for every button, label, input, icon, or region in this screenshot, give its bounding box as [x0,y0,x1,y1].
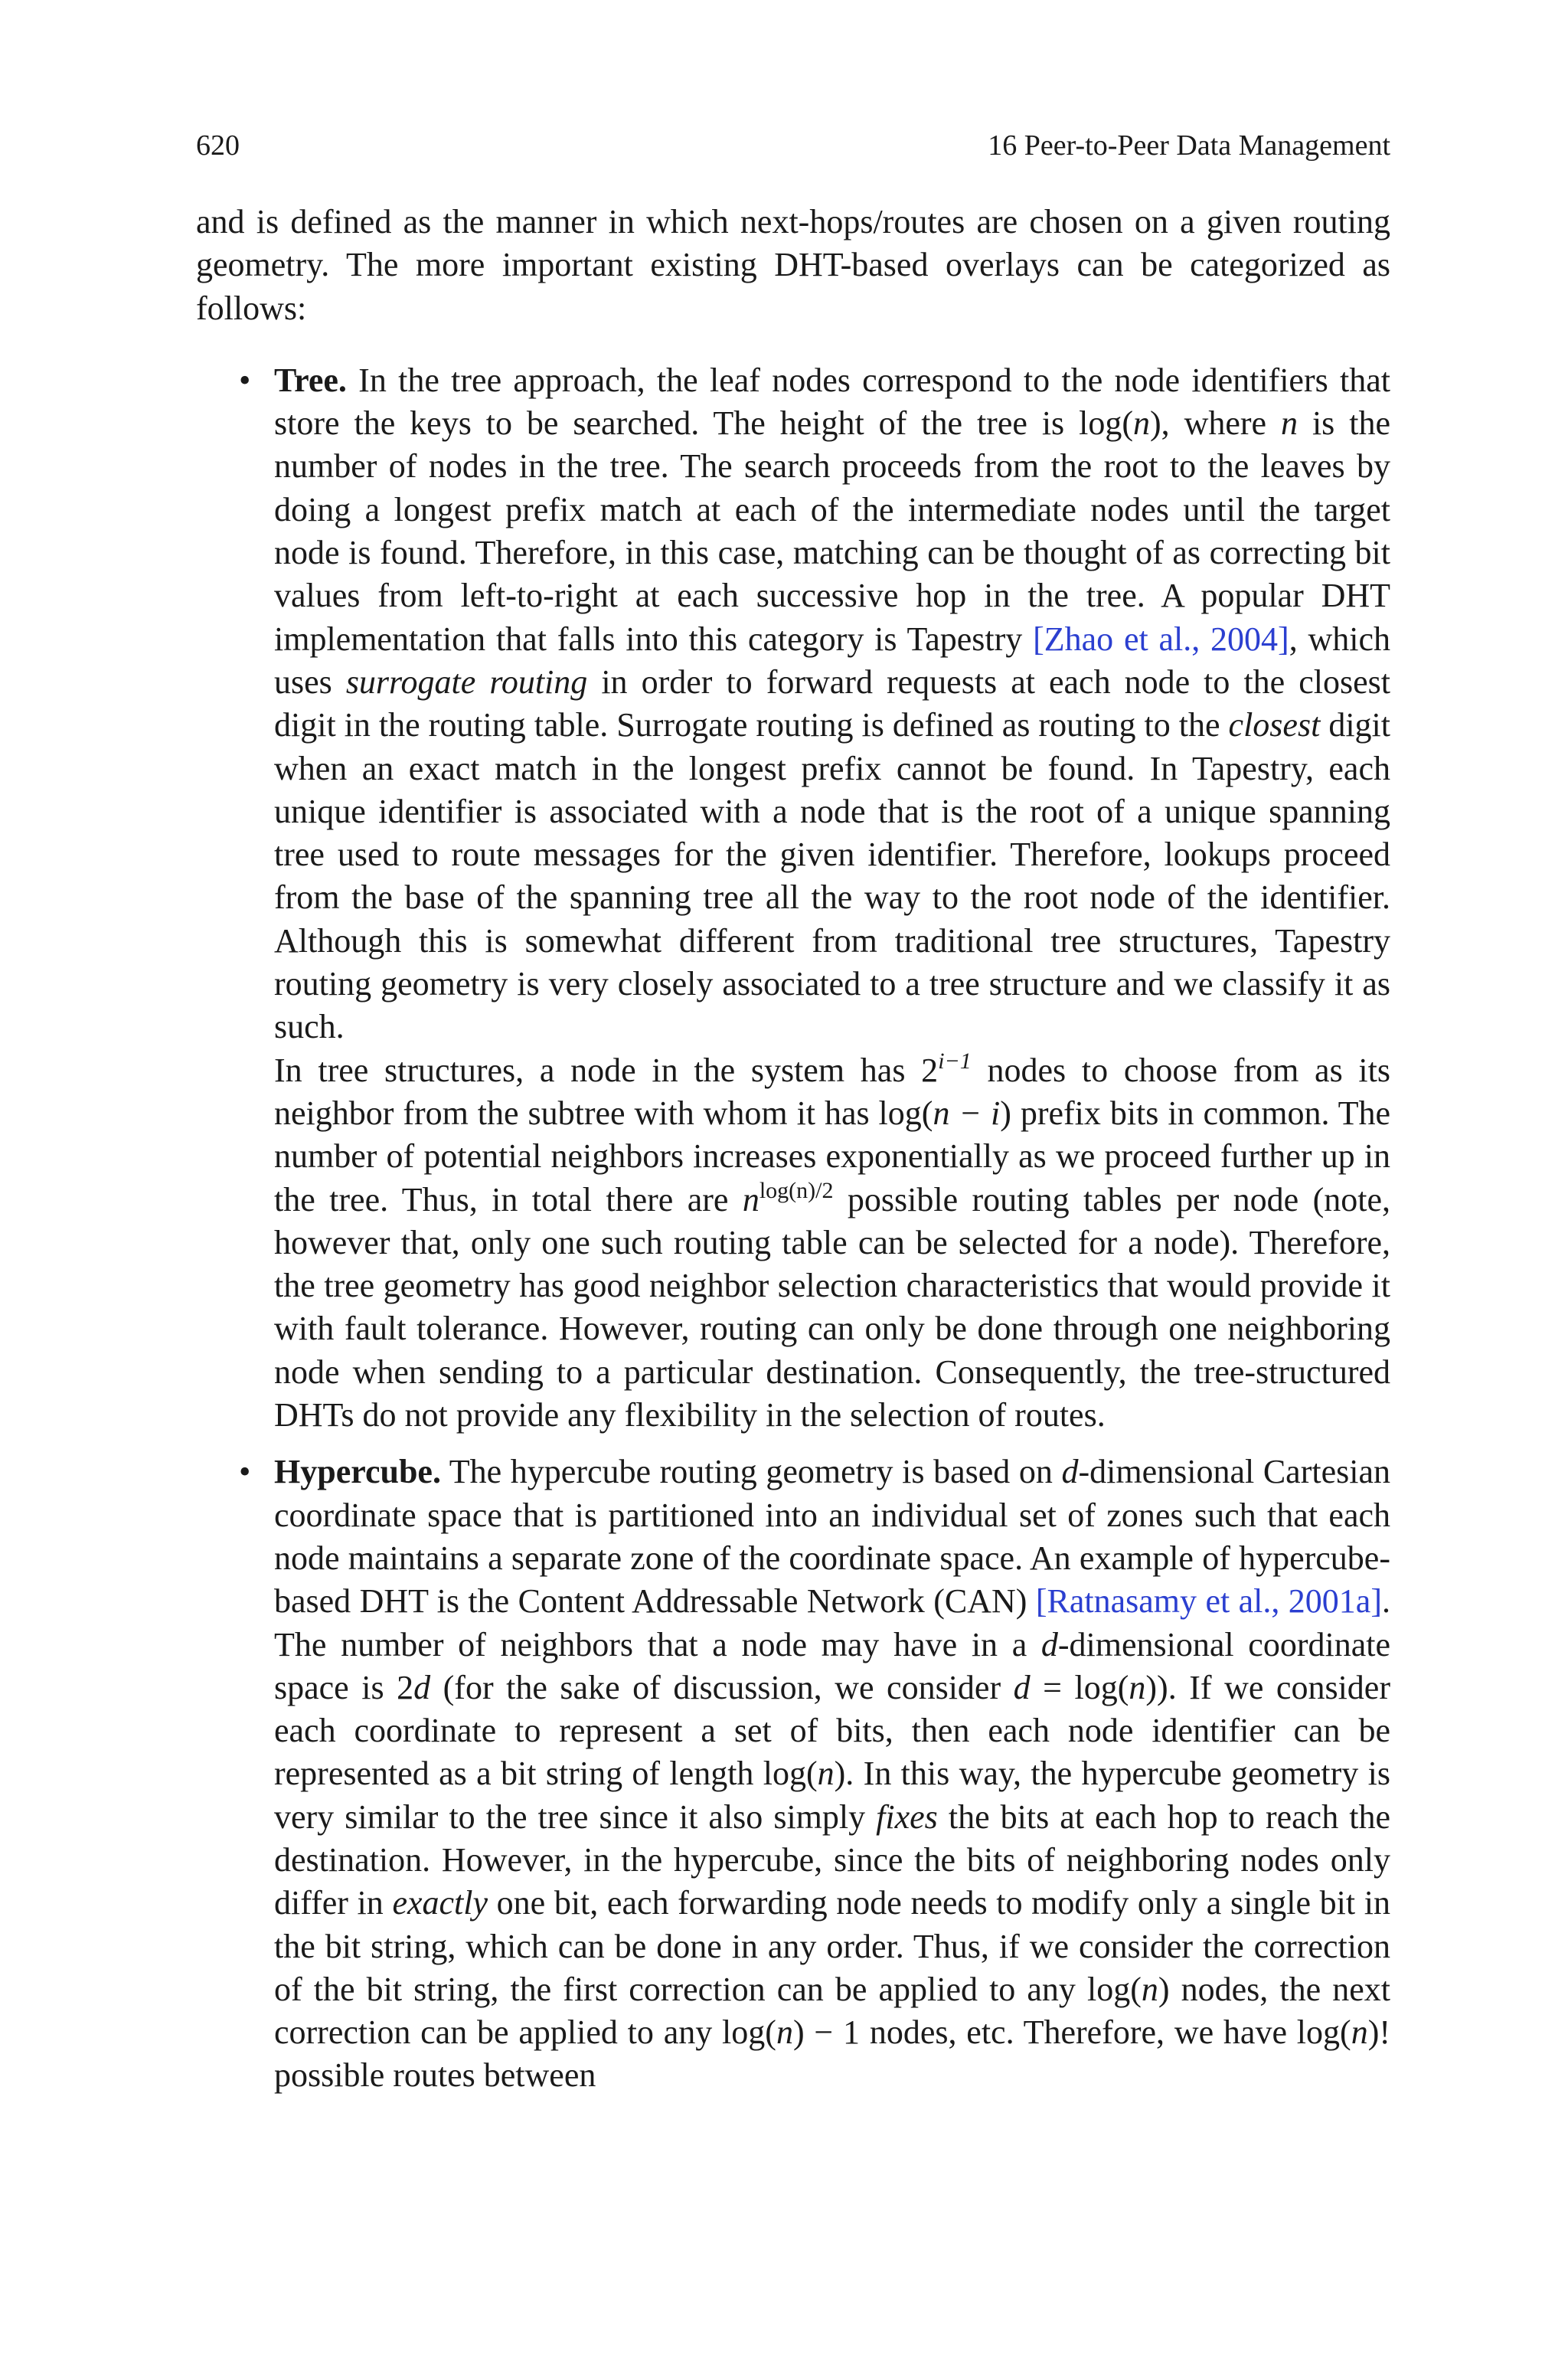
bullet-icon: • [239,361,251,399]
term-hypercube: Hypercube. [274,1453,441,1491]
bullet-icon: • [239,1453,251,1491]
citation-zhao-2004[interactable]: [Zhao et al., 2004] [1033,620,1289,658]
page-number: 620 [196,129,240,162]
citation-ratnasamy-2001a[interactable]: [Ratnasamy et al., 2001a] [1035,1582,1382,1621]
list-item-hypercube [196,1451,1390,2097]
tree-paragraph-2: In tree structures, a node in the system has $2^{i-1}$ nodes to choose from as its neighbor from the subtree with whom it has log(n − i) prefix bits in common. The number of potential neighbors increases exponentially as we proceed further up in the tree. Thus, in total there are $n^{log(n)/2}$ possible routing tables per node (note, however that, only one such routing table can be selected for a node). Therefore, the tree geometry has good neighbor selection characteristics that would provide it with fault tolerance. However, routing can only be done through one neighboring node when sending to a particular destination. Consequently, the tree-structured DHTs do not provide any flexibility in the selection of routes. [274,1048,1391,1434]
intro-paragraph: and is defined as the manner in which next-hops/routes are chosen on a given routing geometry. The more important existing DHT-based overlays can be categorized as follows: [196,203,1390,327]
tree-paragraph-1: Tree. In the tree approach, the leaf nodes correspond to the node identifiers that store the keys to be searched. The height of the tree is log(n), where n is the number of nodes in the tree. The search proceeds from the root to the leaves by doing a longest prefix match at each of the intermediate nodes until the target node is found. Therefore, in this case, matching can be thought of as correcting bit values from left-to-right at each successive hop in the tree. A popular DHT implementation that falls into this category is Tapestry [Zhao et al., 2004], which uses surrogate routing in order to forward requests at each node to the closest digit in the routing table. Surrogate routing is defined as routing to the closest digit when an exact match in the longest prefix cannot be found. In Tapestry, each unique identifier is associated with a node that is the root of a unique spanning tree used to route messages for the given identifier. Therefore, lookups proceed from the base of the spanning tree all the way to the root node of the identifier. Although this is somewhat different from traditional tree structures, Tapestry routing geometry is very closely associated to a tree structure and we classify it as such. [274,361,1391,1046]
hypercube-paragraph: Hypercube. The hypercube routing geometry is based on d-dimensional Cartesian coordinate space that is partitioned into an individual set of zones such that each node maintains a separate zone of the coordinate space. An example of hypercube-based DHT is the Content Addressable Network (CAN) [Ratnasamy et al., 2001a]. The number of neighbors that a node may have in a d-dimensional coordinate space is 2d (for the sake of discussion, we consider d = log(n)). If we consider each coordinate to represent a set of bits, then each node identifier can be represented as a bit string of length log(n). In this way, the hypercube geometry is very similar to the tree since it also simply fixes the bits at each hop to reach the destination. However, in the hypercube, since the bits of neighboring nodes only differ in exactly one bit, each forwarding node needs to modify only a single bit in the bit string, which can be done in any order. Thus, if we consider the correction of the bit string, the first correction can be applied to any log(n) nodes, the next correction can be applied to any log(n) − 1 nodes, etc. Therefore, we have log(n)! possible routes between [274,1453,1391,2095]
chapter-title: 16 Peer-to-Peer Data Management [988,129,1390,162]
list-item-tree [196,359,1390,1437]
body-text [196,201,1390,2098]
term-tree: Tree. [274,361,347,399]
overlay-category-list [196,359,1390,2098]
